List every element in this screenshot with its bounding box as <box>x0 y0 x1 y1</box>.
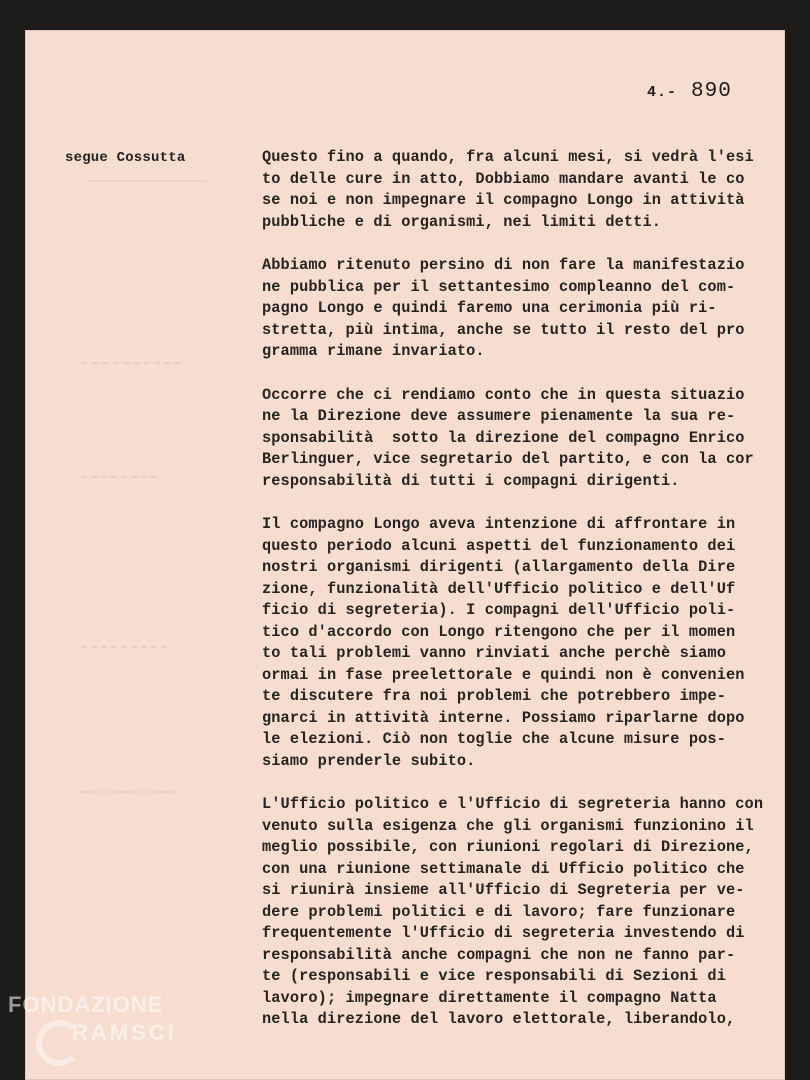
text-line: te discutere fra noi problemi che potrebbero impe- <box>262 687 726 705</box>
text-line: le elezioni. Ciò non toglie che alcune misure pos- <box>262 730 726 748</box>
bleed-through-mark <box>81 785 177 793</box>
bleed-through-mark <box>87 170 207 182</box>
text-line: meglio possibile, con riunioni regolari di Direzione, <box>262 838 754 856</box>
text-line: ne pubblica per il settantesimo compleanno del com- <box>262 277 736 296</box>
text-line: Abbiamo ritenuto persino di non fare la manifestazio <box>262 256 745 274</box>
paragraph-1 <box>262 147 782 233</box>
paragraph-3 <box>262 385 782 493</box>
text-line: gramma rimane invariato. <box>262 342 485 360</box>
text-line: responsabilità di tutti i compagni dirigenti. <box>262 471 680 490</box>
text-line: gnarci in attività interne. Possiamo riparlarne dopo <box>262 708 745 727</box>
text-line: sponsabilità sotto la direzione del compagno Enrico <box>262 428 745 447</box>
text-line: L'Ufficio politico e l'Ufficio di segreteria hanno con <box>262 795 764 813</box>
text-line: si riunirà insieme all'Ufficio di Segreteria per ve- <box>262 881 745 899</box>
watermark <box>8 992 208 1046</box>
bleed-through-mark <box>81 356 181 364</box>
text-line: con una riunione settimanale di Ufficio politico che <box>262 859 745 878</box>
text-line: tico d'accordo con Longo ritengono che per il momen <box>262 622 736 641</box>
text-line: lavoro); impegnare direttamente il compagno Natta <box>262 988 717 1007</box>
text-line: Berlinguer, vice segretario del partito, e con la cor <box>262 450 754 468</box>
page-marker: 4.- <box>647 84 678 101</box>
document-page <box>25 30 785 1080</box>
text-line: Il compagno Longo aveva intenzione di affrontare in <box>262 515 736 533</box>
text-line: Occorre che ci rendiamo conto che in questa situazio <box>262 385 745 404</box>
watermark-line-1: FONDAZIONE <box>8 992 164 1017</box>
paragraph-5 <box>262 794 782 1031</box>
body-text <box>262 147 782 1053</box>
paragraph-2 <box>262 255 782 363</box>
text-line: venuto sulla esigenza che gli organismi funzionino il <box>262 816 754 835</box>
text-line: stretta, più intima, anche se tutto il resto del pro <box>262 320 745 339</box>
speaker-label: segue Cossutta <box>65 150 186 166</box>
text-line: questo periodo alcuni aspetti del funzionamento dei <box>262 536 736 555</box>
text-line: responsabilità anche compagni che non ne fanno par- <box>262 945 736 964</box>
folio-number: 890 <box>691 80 732 103</box>
text-line: nostri organismi dirigenti (allargamento della Dire <box>262 558 736 576</box>
text-line: pagno Longo e quindi faremo una cerimonia più ri- <box>262 299 717 317</box>
page-folio <box>647 80 732 103</box>
text-line: frequentemente l'Ufficio di segreteria investendo di <box>262 924 745 942</box>
text-line: te (responsabili e vice responsabili di Sezioni di <box>262 967 726 985</box>
text-line: ormai in fase preelettorale e quindi non è convenien <box>262 665 745 684</box>
bleed-through-mark <box>81 640 167 648</box>
text-line: ne la Direzione deve assumere pienamente la sua re- <box>262 407 736 425</box>
text-line: se noi e non impegnare il compagno Longo in attività <box>262 191 745 209</box>
text-line: siamo prenderle subito. <box>262 751 476 770</box>
watermark-line-2: RAMSCI <box>72 1020 177 1045</box>
text-line: zione, funzionalità dell'Ufficio politico e dell'Uf <box>262 579 736 598</box>
text-line: ficio di segreteria). I compagni dell'Ufficio poli- <box>262 601 736 619</box>
text-line: to tali problemi vanno rinviati anche perchè siamo <box>262 644 726 662</box>
text-line: Questo fino a quando, fra alcuni mesi, si vedrà l'esi <box>262 148 754 166</box>
text-line: nella direzione del lavoro elettorale, liberandolo, <box>262 1010 736 1028</box>
text-line: to delle cure in atto, Dobbiamo mandare avanti le co <box>262 169 745 188</box>
text-line: dere problemi politici e di lavoro; fare funzionare <box>262 902 736 921</box>
bleed-through-mark <box>81 470 157 478</box>
text-line: pubbliche e di organismi, nei limiti detti. <box>262 212 662 231</box>
paragraph-4 <box>262 514 782 772</box>
